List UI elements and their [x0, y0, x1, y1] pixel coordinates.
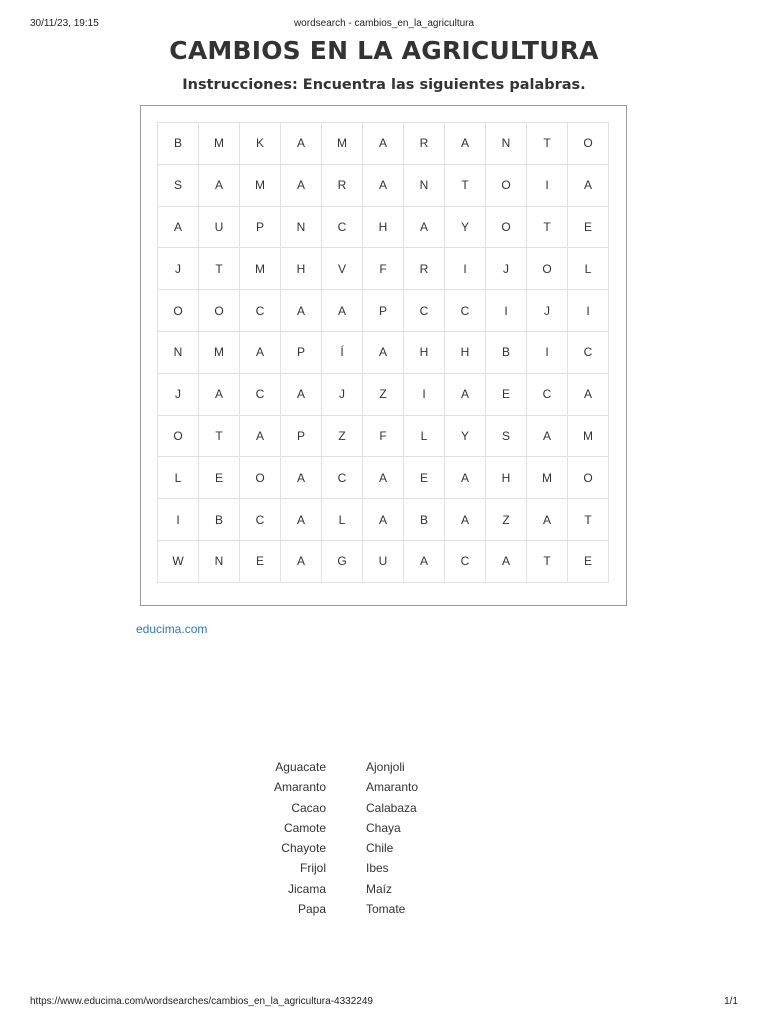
- grid-cell: T: [527, 123, 568, 165]
- grid-cell: C: [322, 457, 363, 499]
- grid-cell: N: [158, 332, 199, 374]
- grid-cell: Í: [322, 332, 363, 374]
- grid-cell: A: [363, 457, 404, 499]
- word-list-item: Chayote: [281, 841, 326, 856]
- grid-cell: C: [527, 374, 568, 416]
- grid-cell: J: [158, 374, 199, 416]
- grid-cell: U: [199, 207, 240, 249]
- grid-cell: N: [404, 165, 445, 207]
- grid-cell: A: [199, 374, 240, 416]
- grid-cell: A: [158, 207, 199, 249]
- grid-cell: J: [486, 248, 527, 290]
- grid-cell: A: [445, 123, 486, 165]
- grid-cell: C: [568, 332, 609, 374]
- grid-cell: A: [199, 165, 240, 207]
- grid-cell: O: [527, 248, 568, 290]
- grid-cell: B: [486, 332, 527, 374]
- grid-cell: A: [281, 374, 322, 416]
- grid-cell: I: [404, 374, 445, 416]
- grid-cell: A: [281, 165, 322, 207]
- grid-cell: S: [486, 416, 527, 458]
- grid-cell: T: [568, 499, 609, 541]
- grid-cell: B: [404, 499, 445, 541]
- grid-cell: S: [158, 165, 199, 207]
- grid-cell: A: [445, 499, 486, 541]
- grid-cell: O: [486, 207, 527, 249]
- grid-cell: M: [199, 332, 240, 374]
- grid-cell: A: [404, 541, 445, 583]
- grid-cell: P: [281, 332, 322, 374]
- grid-cell: N: [281, 207, 322, 249]
- grid-cell: R: [404, 123, 445, 165]
- grid-cell: R: [322, 165, 363, 207]
- source-link[interactable]: educima.com: [136, 622, 208, 636]
- grid-cell: I: [486, 290, 527, 332]
- grid-cell: O: [568, 457, 609, 499]
- grid-cell: E: [568, 541, 609, 583]
- grid-cell: A: [486, 541, 527, 583]
- grid-cell: J: [158, 248, 199, 290]
- word-list-item: Amaranto: [366, 780, 419, 795]
- grid-cell: A: [240, 416, 281, 458]
- grid-cell: G: [322, 541, 363, 583]
- grid-cell: M: [240, 165, 281, 207]
- grid-cell: O: [486, 165, 527, 207]
- print-url: https://www.educima.com/wordsearches/cambios_en_la_agricultura-4332249: [30, 996, 373, 1007]
- grid-cell: T: [199, 416, 240, 458]
- grid-cell: C: [445, 290, 486, 332]
- grid-cell: I: [527, 165, 568, 207]
- grid-cell: E: [199, 457, 240, 499]
- grid-cell: C: [404, 290, 445, 332]
- word-list-item: Chaya: [366, 820, 401, 835]
- grid-cell: I: [158, 499, 199, 541]
- word-list-right: [366, 757, 486, 919]
- grid-cell: A: [527, 499, 568, 541]
- grid-cell: H: [486, 457, 527, 499]
- grid-cell: J: [322, 374, 363, 416]
- word-list-item: Ajonjoli: [366, 760, 405, 774]
- grid-cell: A: [363, 499, 404, 541]
- word-list-item: Maíz: [366, 881, 393, 896]
- grid-cell: A: [281, 290, 322, 332]
- grid-cell: H: [445, 332, 486, 374]
- grid-cell: T: [527, 541, 568, 583]
- grid-cell: A: [240, 332, 281, 374]
- grid-cell: P: [240, 207, 281, 249]
- print-datetime: 30/11/23, 19:15: [30, 18, 99, 29]
- grid-cell: E: [240, 541, 281, 583]
- grid-cell: E: [568, 207, 609, 249]
- word-list-item: Ibes: [366, 861, 389, 876]
- instructions: Instrucciones: Encuentra las siguientes palabras.: [182, 77, 586, 93]
- word-search-grid: [157, 122, 609, 583]
- grid-cell: M: [568, 416, 609, 458]
- grid-cell: A: [445, 374, 486, 416]
- grid-cell: A: [445, 457, 486, 499]
- grid-cell: O: [158, 290, 199, 332]
- grid-cell: E: [404, 457, 445, 499]
- grid-cell: L: [322, 499, 363, 541]
- grid-cell: P: [363, 290, 404, 332]
- grid-cell: A: [568, 374, 609, 416]
- grid-cell: N: [199, 541, 240, 583]
- word-list-item: Chile: [366, 841, 394, 856]
- grid-cell: M: [240, 248, 281, 290]
- grid-cell: L: [158, 457, 199, 499]
- grid-cell: Z: [322, 416, 363, 458]
- word-list-item: Aguacate: [275, 760, 326, 774]
- word-list-item: Amaranto: [273, 780, 326, 795]
- grid-cell: H: [404, 332, 445, 374]
- grid-cell: I: [445, 248, 486, 290]
- grid-cell: C: [240, 374, 281, 416]
- grid-cell: I: [568, 290, 609, 332]
- grid-cell: L: [568, 248, 609, 290]
- grid-cell: F: [363, 416, 404, 458]
- grid-cell: M: [322, 123, 363, 165]
- grid-cell: U: [363, 541, 404, 583]
- page-title: CAMBIOS EN LA AGRICULTURA: [169, 36, 599, 65]
- grid-cell: I: [527, 332, 568, 374]
- grid-cell: T: [527, 207, 568, 249]
- grid-cell: M: [527, 457, 568, 499]
- grid-cell: H: [281, 248, 322, 290]
- grid-cell: V: [322, 248, 363, 290]
- grid-cell: A: [363, 332, 404, 374]
- grid-cell: A: [568, 165, 609, 207]
- word-list-item: Calabaza: [366, 800, 417, 815]
- word-list-item: Papa: [297, 902, 326, 917]
- grid-cell: O: [568, 123, 609, 165]
- print-page-title: wordsearch - cambios_en_la_agricultura: [293, 18, 475, 29]
- grid-cell: A: [281, 541, 322, 583]
- grid-cell: T: [445, 165, 486, 207]
- grid-cell: A: [281, 123, 322, 165]
- word-list-item: Camote: [283, 820, 326, 835]
- grid-cell: B: [158, 123, 199, 165]
- grid-cell: O: [158, 416, 199, 458]
- grid-cell: L: [404, 416, 445, 458]
- grid-cell: T: [199, 248, 240, 290]
- grid-cell: C: [445, 541, 486, 583]
- grid-cell: C: [240, 499, 281, 541]
- grid-cell: P: [281, 416, 322, 458]
- grid-cell: K: [240, 123, 281, 165]
- grid-cell: A: [281, 499, 322, 541]
- grid-cell: J: [527, 290, 568, 332]
- grid-cell: R: [404, 248, 445, 290]
- grid-cell: W: [158, 541, 199, 583]
- grid-cell: F: [363, 248, 404, 290]
- print-page-number: 1/1: [724, 996, 738, 1007]
- word-list-item: Jicama: [287, 881, 326, 896]
- grid-cell: M: [199, 123, 240, 165]
- word-list-left: [226, 757, 326, 919]
- grid-cell: Z: [486, 499, 527, 541]
- grid-cell: C: [322, 207, 363, 249]
- grid-cell: O: [199, 290, 240, 332]
- grid-cell: N: [486, 123, 527, 165]
- grid-cell: C: [240, 290, 281, 332]
- grid-cell: H: [363, 207, 404, 249]
- grid-cell: A: [281, 457, 322, 499]
- word-list-item: Cacao: [291, 800, 326, 815]
- grid-cell: A: [363, 165, 404, 207]
- word-list-item: Frijol: [300, 861, 326, 876]
- grid-cell: Z: [363, 374, 404, 416]
- grid-cell: A: [527, 416, 568, 458]
- grid-cell: O: [240, 457, 281, 499]
- grid-cell: A: [404, 207, 445, 249]
- grid-cell: Y: [445, 207, 486, 249]
- grid-cell: B: [199, 499, 240, 541]
- grid-cell: E: [486, 374, 527, 416]
- word-list-item: Tomate: [366, 902, 406, 917]
- grid-cell: Y: [445, 416, 486, 458]
- grid-cell: A: [363, 123, 404, 165]
- grid-cell: A: [322, 290, 363, 332]
